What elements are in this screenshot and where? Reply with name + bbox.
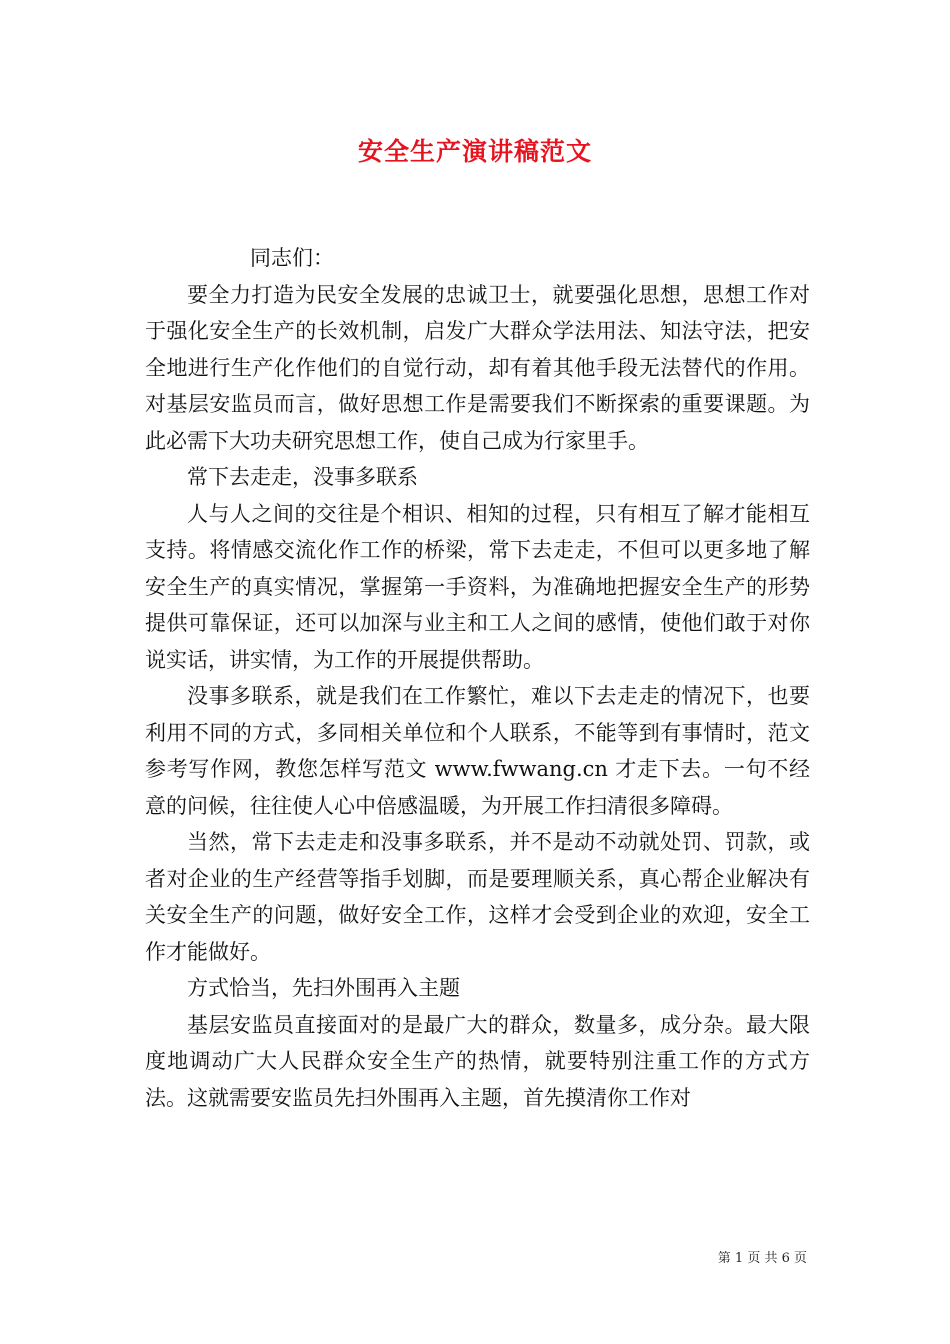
page-number-footer: 第 1 页 共 6 页	[717, 1251, 807, 1266]
paragraph-2: 人与人之间的交往是个相识、相知的过程，只有相互了解才能相互支持。将情感交流化作工作的桥梁，常下去走走，不但可以更多地了解安全生产的真实情况，掌握第一手资料，为准确地把握安全生产的形势提供可靠保证，还可以加深与业主和工人之间的感情，使他们敢于对你说实话，讲实情，为工作的开展提供帮助。	[145, 501, 810, 672]
salutation: 同志们：	[250, 246, 334, 270]
section-heading-2: 方式恰当，先扫外围再入主题	[187, 976, 460, 1000]
document-body	[145, 240, 810, 1116]
paragraph-5: 基层安监员直接面对的是最广大的群众，数量多，成分杂。最大限度地调动广大人民群众安全生产的热情，就要特别注重工作的方式方法。这就需要安监员先扫外围再入主题，首先摸清你工作对	[145, 1012, 810, 1110]
paragraph-4: 当然，常下去走走和没事多联系，并不是动不动就处罚、罚款，或者对企业的生产经营等指手划脚，而是要理顺关系，真心帮企业解决有关安全生产的问题，做好安全工作，这样才会受到企业的欢迎，安全工作才能做好。	[145, 830, 810, 964]
paragraph-1: 要全力打造为民安全发展的忠诚卫士，就要强化思想，思想工作对于强化安全生产的长效机制，启发广大群众学法用法、知法守法，把安全地进行生产化作他们的自觉行动，却有着其他手段无法替代的作用。对基层安监员而言，做好思想工作是需要我们不断探索的重要课题。为此必需下大功夫研究思想工作，使自己成为行家里手。	[145, 282, 810, 453]
section-heading-1: 常下去走走，没事多联系	[187, 465, 418, 489]
paragraph-3: 没事多联系，就是我们在工作繁忙，难以下去走走的情况下，也要利用不同的方式，多同相关单位和个人联系，不能等到有事情时，范文参考写作网，教您怎样写范文 www.fwwang.cn 才走下去。一句不经意的问候，往往使人心中倍感温暖，为开展工作扫清很多障碍。	[145, 684, 810, 818]
document-title: 安全生产演讲稿范文	[357, 137, 592, 166]
